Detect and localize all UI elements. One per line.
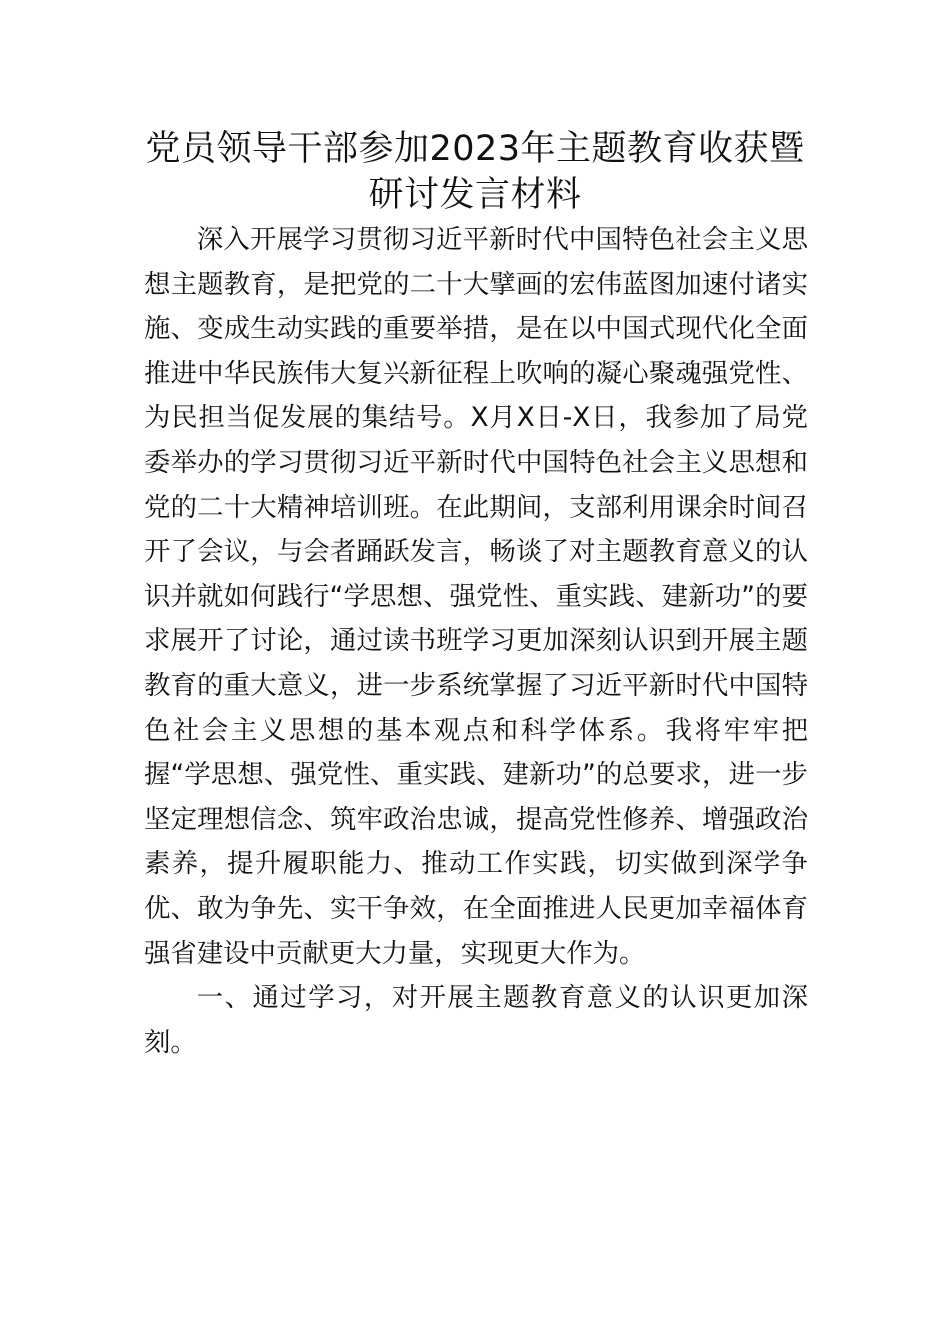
document-title-line-1: 党员领导干部参加2023年主题教育收获暨 [145,129,805,169]
document-body [144,218,808,1065]
document-title-line-2: 研讨发言材料 [368,175,582,215]
body-paragraph-intro: 深入开展学习贯彻习近平新时代中国特色社会主义思想主题教育，是把党的二十大擘画的宏伟蓝图加速付诸实施、变成生动实践的重要举措，是在以中国式现代化全面推进中华民族伟大复兴新征程上吹响的凝心聚魂强党性、为民担当促发展的集结号。X月X日-X日，我参加了局党委举办的学习贯彻习近平新时代中国特色社会主义思想和党的二十大精神培训班。在此期间，支部利用课余时间召开了会议，与会者踊跃发言，畅谈了对主题教育意义的认识并就如何践行“学思想、强党性、重实践、建新功”的要求展开了讨论，通过读书班学习更加深刻认识到开展主题教育的重大意义，进一步系统掌握了习近平新时代中国特色社会主义思想的基本观点和科学体系。我将牢牢把握“学思想、强党性、重实践、建新功”的总要求，进一步坚定理想信念、筑牢政治忠诚，提高党性修养、增强政治素养，提升履职能力、推动工作实践，切实做到深学争优、敢为争先、实干争效，在全面推进人民更加幸福体育强省建设中贡献更大力量，实现更大作为。 [144,224,808,969]
section-heading-1: 一、通过学习，对开展主题教育意义的认识更加深刻。 [144,982,808,1058]
